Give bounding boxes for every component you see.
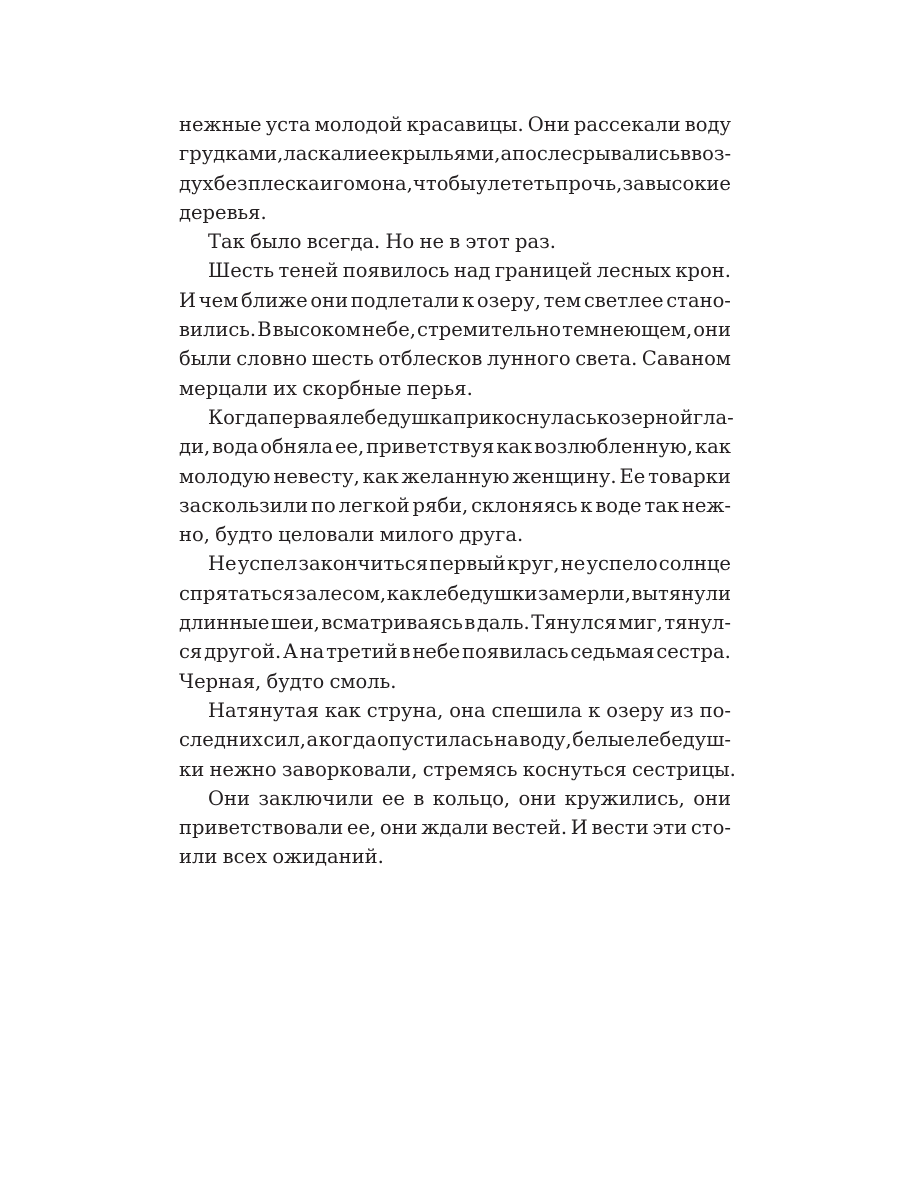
text-line: ся другой. А на третий в небе появилась седьмая сестра.: [179, 640, 731, 664]
text-line: Они заключили ее в кольцо, они кружились, они: [208, 786, 731, 810]
text-line: приветствовали ее, они ждали вестей. И вести эти сто-: [179, 816, 731, 840]
text-line: спрятаться за лесом, как лебедушки замерли, вытянули: [179, 581, 731, 605]
text-line: Натянутая как струна, она спешила к озеру из по-: [208, 698, 731, 722]
paragraph: [179, 110, 731, 227]
text-line: или всех ожиданий.: [179, 845, 384, 869]
text-line: дух без плеска и гомона, чтобы улететь прочь, за высокие: [179, 171, 731, 195]
text-line: Шесть теней появилось над границей лесных крон.: [208, 259, 731, 283]
paragraph: [179, 227, 731, 256]
text-line: вились. В высоком небе, стремительно темнеющем, они: [179, 318, 731, 342]
text-line: ди, вода обняла ее, приветствуя как возлюбленную, как: [179, 435, 731, 459]
text-line: Когда первая лебедушка прикоснулась к озерной гла-: [208, 405, 734, 429]
text-line: были словно шесть отблесков лунного света. Саваном: [179, 347, 731, 371]
text-line: длинные шеи, всматриваясь в даль. Тянулся миг, тянул-: [179, 611, 731, 635]
body-text: [179, 110, 736, 872]
paragraph: [179, 256, 731, 402]
text-line: ки нежно заворковали, стремясь коснуться сестрицы.: [179, 757, 736, 781]
text-line: следних сил, а когда опустилась на воду, белые лебедуш-: [179, 728, 731, 752]
text-line: но, будто целовали милого друга.: [179, 523, 524, 547]
paragraph: [179, 403, 734, 549]
text-line: нежные уста молодой красавицы. Они рассекали воду: [179, 113, 731, 136]
paragraph: [179, 549, 731, 695]
text-line: Черная, будто смоль.: [179, 669, 397, 693]
text-line: грудками, ласкали ее крыльями, а после срывались в воз-: [179, 142, 732, 166]
text-line: Так было всегда. Но не в этот раз.: [208, 230, 556, 254]
text-line: мерцали их скорбные перья.: [179, 376, 473, 400]
text-line: Не успел закончиться первый круг, не успело солнце: [208, 552, 731, 576]
text-line: заскользили по легкой ряби, склоняясь к воде так неж-: [179, 493, 731, 517]
paragraph: [179, 784, 731, 872]
text-line: И чем ближе они подлетали к озеру, тем светлее стано-: [179, 288, 731, 312]
text-line: деревья.: [179, 200, 267, 224]
text-line: молодую невесту, как желанную женщину. Ее товарки: [179, 464, 731, 488]
paragraph: [179, 696, 736, 784]
